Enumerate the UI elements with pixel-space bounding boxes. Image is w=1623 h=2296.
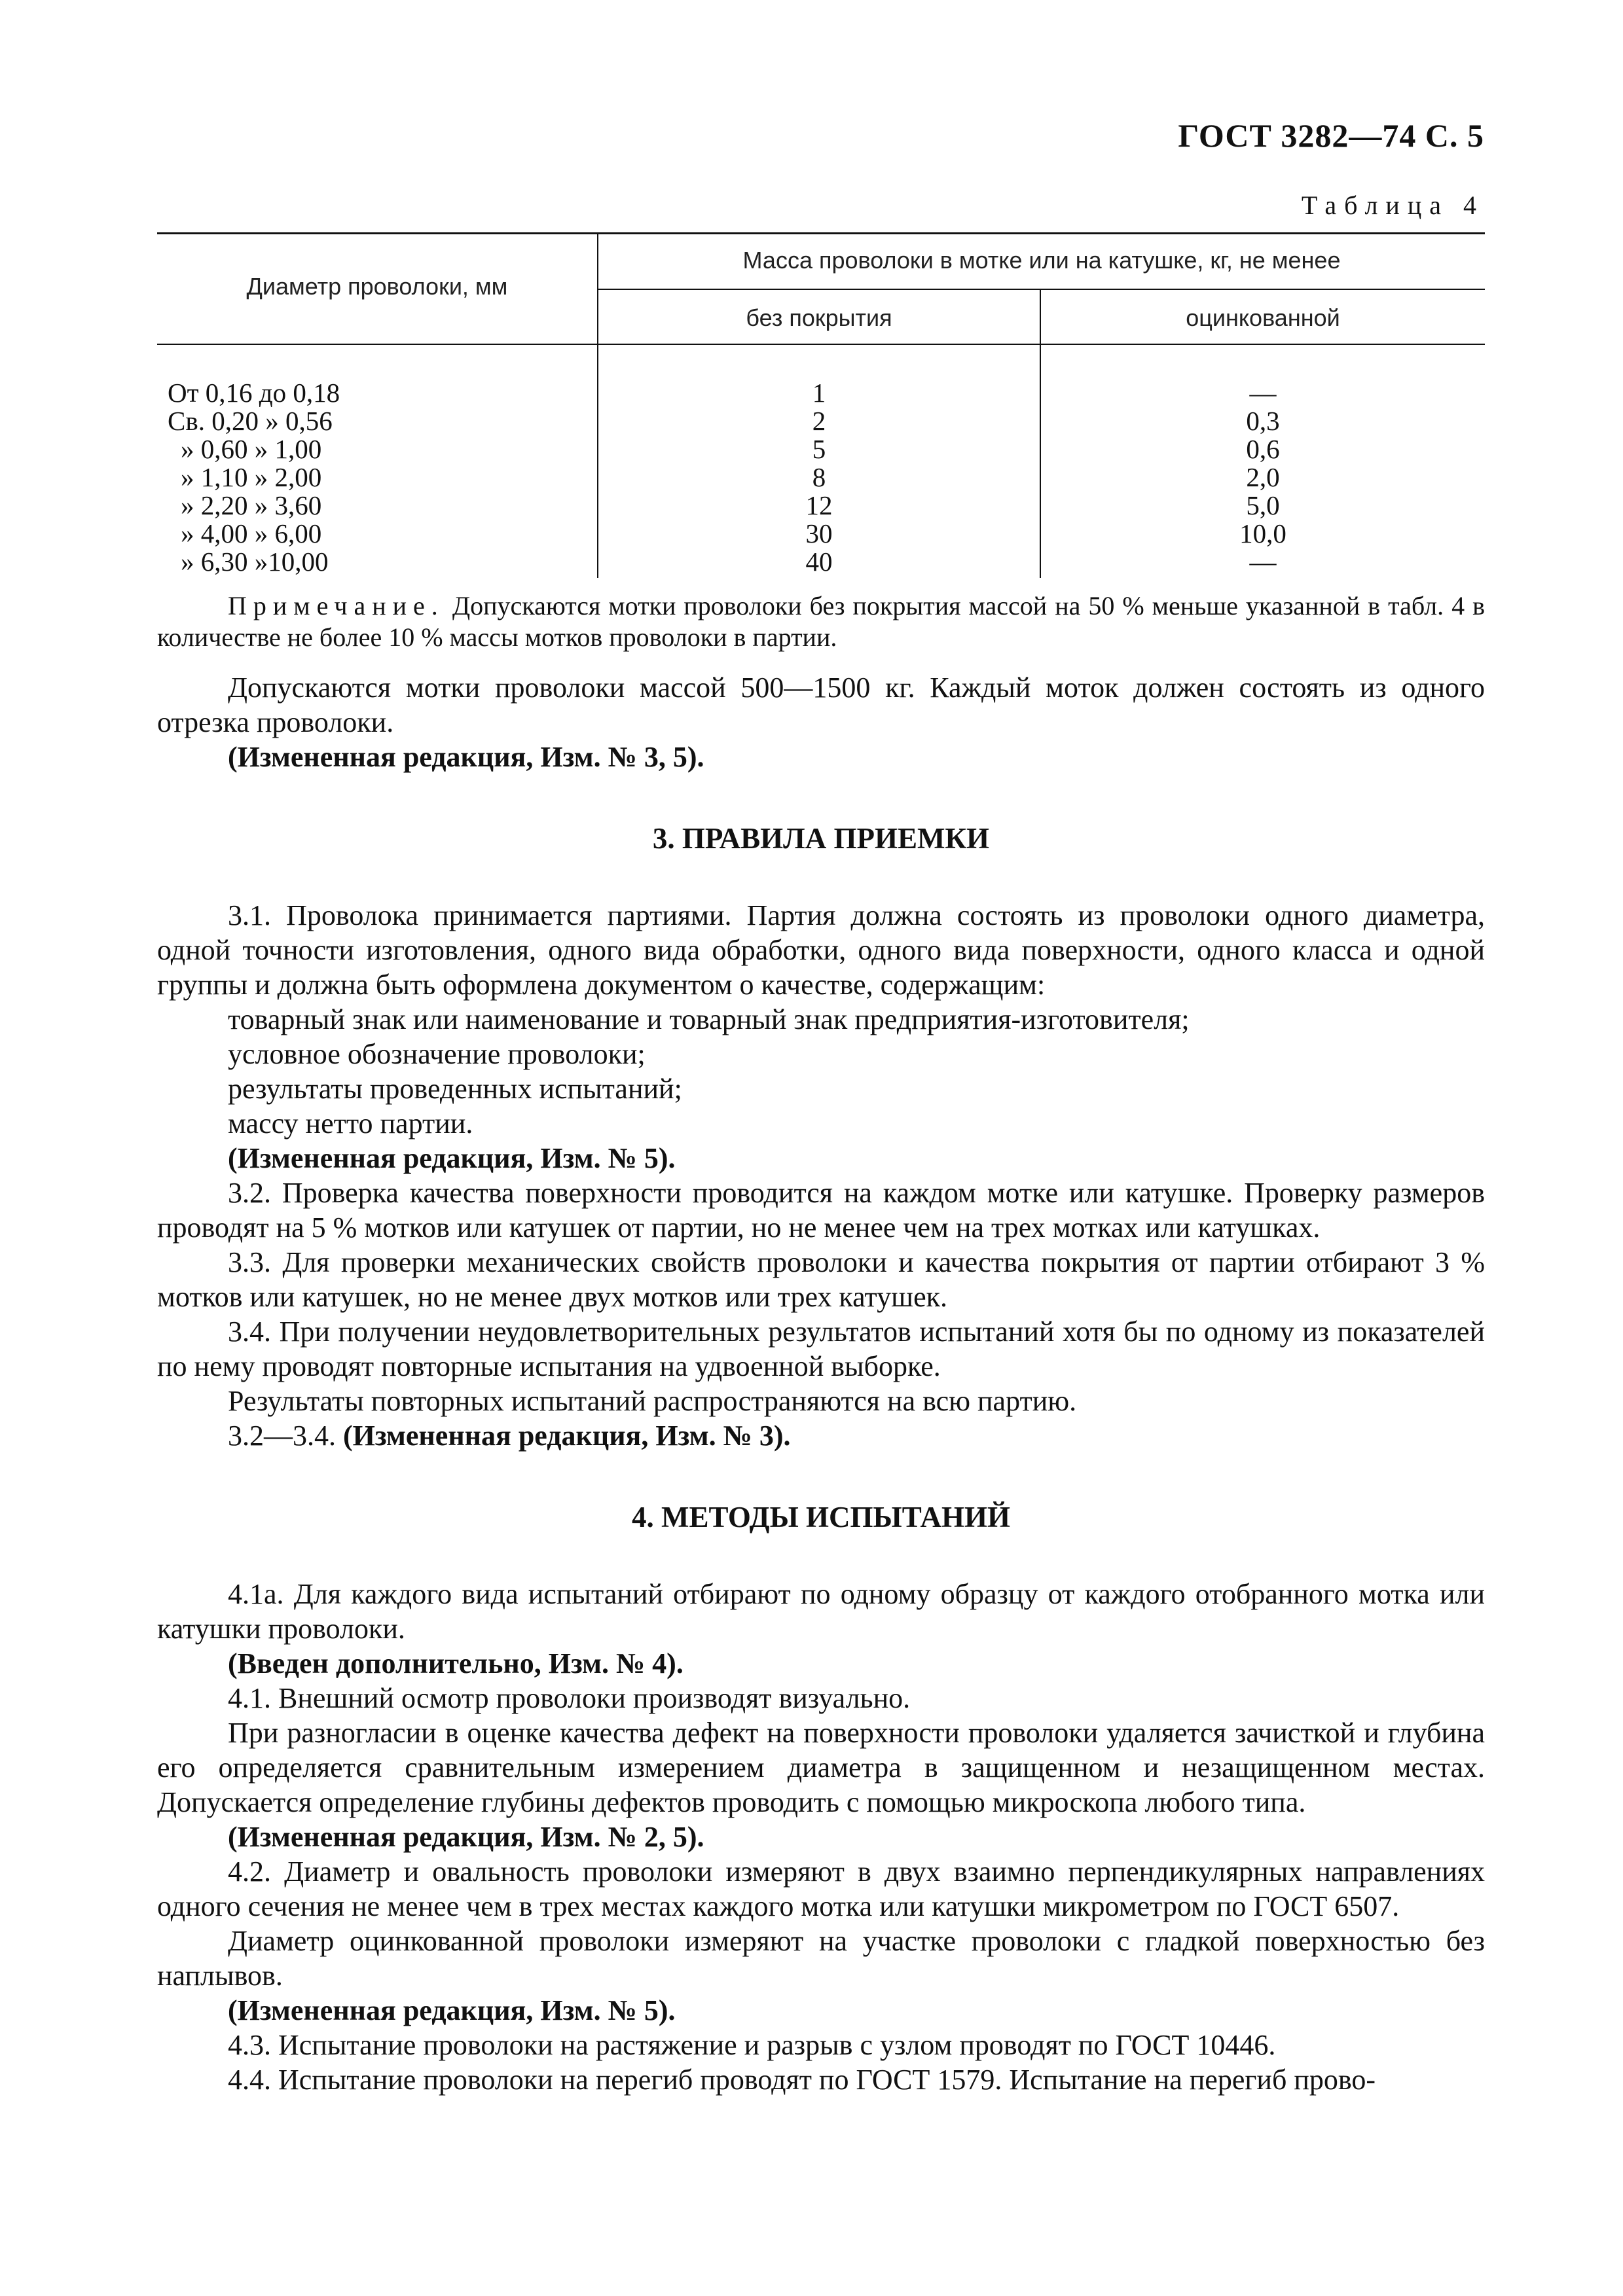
table-cell: 5 [812,434,826,464]
paragraph-3-3: 3.3. Для проверки механических свойств проволоки и качества покрытия от партии отбирают 3 % мотков или катушек, но не менее двух мотков или трех катушек. [157,1246,1485,1313]
table-cell: 2 [812,406,826,436]
paragraph-4-1-defects: При разногласии в оценке качества дефект на поверхности проволоки удаляется зачисткой и глубина его определяется сравнительным измерением диаметра в защищенном и незащищенном местах. Допускается определение глубины дефектов проводить с помощью микроскопа любого типа. [157,1717,1485,1818]
paragraph-3-2: 3.2. Проверка качества поверхности проводится на каждом мотке или катушке. Проверку размеров проводят на 5 % мотков или катушек от партии, но не менее чем на трех мотках или катушках. [157,1177,1485,1244]
body-text [157,590,1485,2097]
table-cell: 40 [805,547,833,577]
paragraph-3-1: 3.1. Проволока принимается партиями. Партия должна состоять из проволоки одного диаметра, одной точности изготовления, одного вида обработки, одного вида поверхности, одного класса и одной группы и должна быть оформлена документом о качестве, содержащим: [157,899,1485,1001]
section-title-acceptance: 3. ПРАВИЛА ПРИЕМКИ [652,822,990,855]
paragraph-3-4-results: Результаты повторных испытаний распространяются на всю партию. [228,1385,1077,1417]
paragraph-4-4: 4.4. Испытание проволоки на перегиб проводят по ГОСТ 1579. Испытание на перегиб прово- [228,2064,1376,2096]
edit-note: (Измененная редакция, Изм. № 5). [228,1994,676,2026]
table-cell: 30 [805,518,833,548]
table-cell: » 6,30 »10,00 [181,547,329,577]
table-cell: » 2,20 » 3,60 [181,490,322,520]
table-cell: 8 [812,462,826,492]
edit-note-range [157,1418,1485,1453]
header-mass-group: Масса проволоки в мотке или на катушке, кг, не менее [742,247,1341,274]
section-title-test-methods: 4. МЕТОДЫ ИСПЫТАНИЙ [631,1501,1011,1534]
table-cell: 12 [805,490,833,520]
table-cell: 10,0 [1239,518,1286,548]
paragraph-coils: Допускаются мотки проволоки массой 500—1500 кг. Каждый моток должен состоять из одного отрезка проволоки. [157,672,1485,738]
paragraph-4-1: 4.1. Внешний осмотр проволоки производят визуально. [228,1682,911,1714]
header-diameter: Диаметр проволоки, мм [246,273,508,300]
table-cell: 0,6 [1246,434,1280,464]
table-caption: Таблица 4 [1301,190,1484,220]
list-item: товарный знак или наименование и товарный знак предприятия-изготовителя; [228,1003,1190,1035]
table-group-divider [597,289,1485,290]
header-galvanized: оцинкованной [1186,304,1340,331]
column-uncoated [598,379,1040,576]
table-header-bottom [157,344,1485,345]
list-item: массу нетто партии. [228,1107,473,1139]
column-galvanized [1041,379,1485,576]
table-cell: » 0,60 » 1,00 [181,434,322,464]
paragraph-4-3: 4.3. Испытание проволоки на растяжение и разрыв с узлом проводят по ГОСТ 10446. [228,2029,1276,2061]
note-label: Примечание. [228,591,445,620]
table-cell: От 0,16 до 0,18 [168,378,340,408]
table-cell: » 4,00 » 6,00 [181,518,322,548]
table-top-border [157,232,1485,234]
list-item: условное обозначение проволоки; [228,1038,646,1070]
added-note: (Введен дополнительно, Изм. № 4). [228,1647,684,1679]
paragraph-4-2-galvanized: Диаметр оцинкованной проволоки измеряют на участке проволоки с гладкой поверхностью без наплывов. [157,1925,1485,1992]
edit-note: (Измененная редакция, Изм. № 3). [343,1420,791,1452]
table-cell: 0,3 [1246,406,1280,436]
table-cell: 5,0 [1246,490,1280,520]
paragraph-4-2: 4.2. Диаметр и овальность проволоки измеряют в двух взаимно перпендикулярных направлениях одного сечения не менее чем в трех местах каждого мотка или катушки микрометром по ГОСТ 6507. [157,1856,1485,1922]
column-diameter [168,379,587,576]
header-uncoated: без покрытия [746,304,892,331]
table-cell: 2,0 [1246,462,1280,492]
table-cell: — [1249,547,1277,577]
table-note [157,590,1485,653]
table-cell: Св. 0,20 » 0,56 [168,406,333,436]
list-item: результаты проведенных испытаний; [228,1073,682,1105]
ref-prefix: 3.2—3.4. [228,1420,336,1452]
paragraph-3-4: 3.4. При получении неудовлетворительных результатов испытаний хотя бы по одному из показателей по нему проводят повторные испытания на удвоенной выборке. [157,1316,1485,1382]
table-cell: » 1,10 » 2,00 [181,462,322,492]
edit-note: (Измененная редакция, Изм. № 2, 5). [228,1821,704,1853]
note-text: Допускаются мотки проволоки без покрытия массой на 50 % меньше указанной в табл. 4 в количестве не более 10 % массы мотков проволоки в партии. [157,591,1486,652]
edit-note: (Измененная редакция, Изм. № 5). [228,1142,676,1174]
table-cell: — [1249,378,1277,408]
edit-note: (Измененная редакция, Изм. № 3, 5). [228,741,704,773]
paragraph-4-1a: 4.1а. Для каждого вида испытаний отбирают по одному образцу от каждого отобранного мотка или катушки проволоки. [157,1578,1485,1645]
page-header: ГОСТ 3282—74 С. 5 [1178,117,1484,154]
table-4 [157,232,1485,578]
table-cell: 1 [812,378,826,408]
